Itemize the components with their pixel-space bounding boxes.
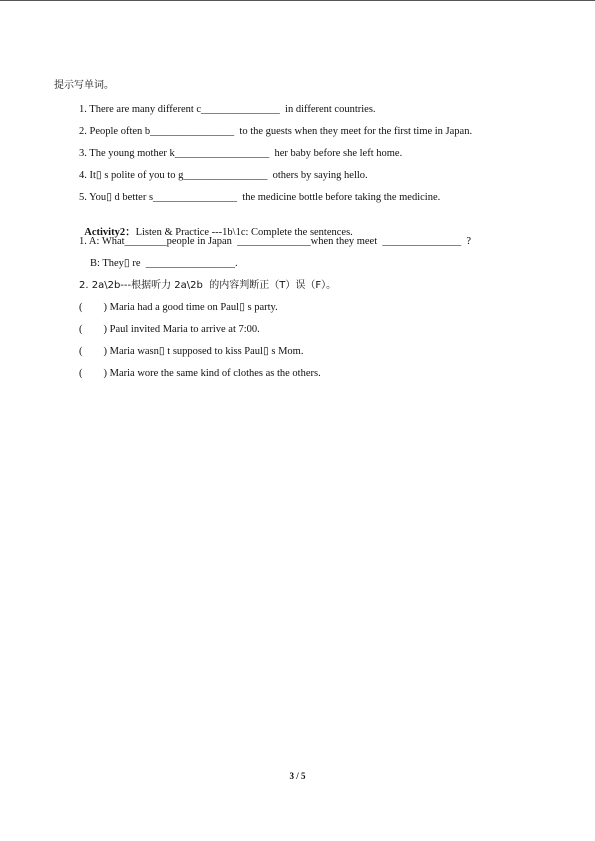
fill-in-item-2: 2. People often b________________ to the guests when they meet for the first time in Japan.: [79, 126, 473, 137]
true-false-instruction: 2. 2a\2b---根据听力 2a\2b 的内容判断正（T）误（F）。: [79, 280, 337, 291]
fill-in-item-3: 3. The young mother k__________________ her baby before she left home.: [79, 148, 403, 159]
fill-in-item-1: 1. There are many different c_______________ in different countries.: [79, 104, 376, 115]
header-rule: [0, 0, 595, 1]
true-false-item-1: ( ) Maria had a good time on Paul▯ s party.: [79, 302, 278, 313]
fill-in-item-5: 5. You▯ d better s________________ the medicine bottle before taking the medicine.: [79, 192, 441, 203]
dialogue-line-b: B: They▯ re _________________.: [90, 258, 238, 269]
true-false-item-3: ( ) Maria wasn▯ t supposed to kiss Paul▯ s Mom.: [79, 346, 304, 357]
dialogue-line-a: 1. A: What________people in Japan ______________when they meet _______________ ?: [79, 236, 472, 247]
activity-title: Activity2：: [84, 227, 136, 238]
fill-in-item-4: 4. It▯ s polite of you to g________________ others by saying hello.: [79, 170, 368, 181]
true-false-item-4: ( ) Maria wore the same kind of clothes as the others.: [79, 368, 321, 379]
activity-description: Listen & Practice ---1b\1c: Complete the sentences.: [135, 227, 353, 238]
page-number: 3 / 5: [289, 771, 306, 781]
true-false-item-2: ( ) Paul invited Maria to arrive at 7:00.: [79, 324, 260, 335]
section-instruction: 提示写单词。: [54, 80, 114, 91]
